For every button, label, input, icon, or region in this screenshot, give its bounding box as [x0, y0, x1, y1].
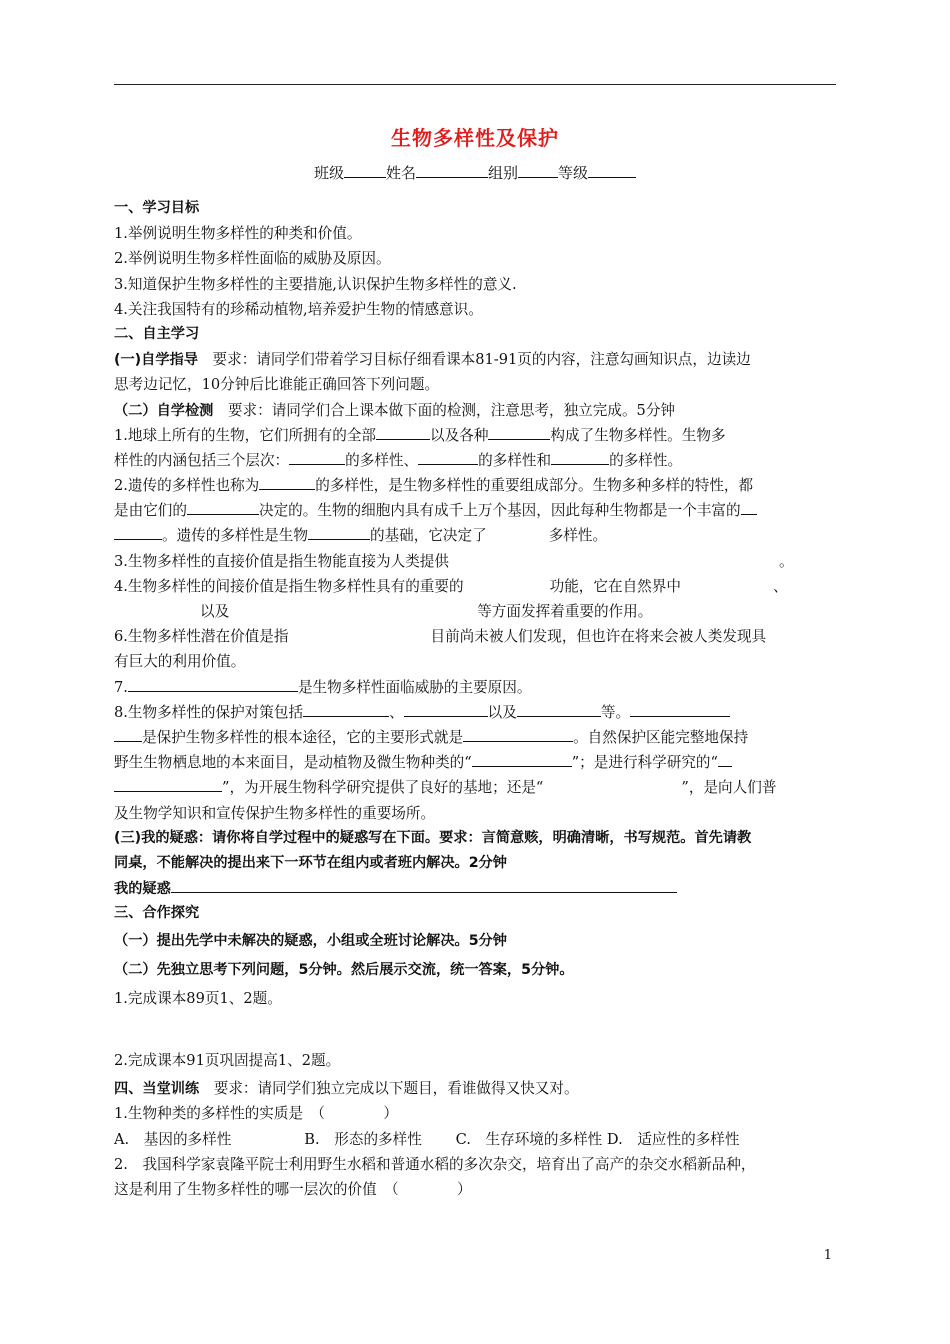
question-text: 等。	[600, 703, 631, 721]
question-text: 野生生物栖息地的本来面目，是动植物及微生物种类的“	[114, 754, 472, 772]
subsection-label: (一)自学指导	[114, 352, 198, 369]
answer-blank[interactable]	[376, 424, 430, 440]
subsection-text: 要求：请同学们带着学习目标仔细看课本81-91页的内容，注意勾画知识点，边读边	[197, 351, 751, 369]
question-text: 以及	[487, 703, 517, 721]
answer-blank[interactable]	[289, 449, 345, 465]
answer-blank[interactable]	[741, 499, 757, 515]
answer-options: A. 基因的多样性 B. 形态的多样性 C. 生存环境的多样性 D. 适应性的多样性	[114, 1130, 740, 1148]
objective-item: 3.知道保护生物多样性的主要措施,认识保护生物多样性的意义.	[114, 275, 517, 293]
question-text: 、	[389, 703, 404, 721]
subsection-text: （一）提出先学中未解决的疑惑，小组或全班讨论解决。5分钟	[114, 933, 507, 950]
answer-blank[interactable]	[114, 524, 162, 540]
subsection-text: 同桌，不能解决的提出来下一环节在组内或者班内解决。2分钟	[114, 854, 507, 871]
answer-blank[interactable]	[418, 449, 478, 465]
answer-blank[interactable]	[551, 449, 609, 465]
question-text: 的多样性、	[345, 451, 419, 469]
question-text: 2.完成课本91页巩固提高1、2题。	[114, 1052, 341, 1069]
question-text: 的多样性，是生物多样性的重要组成部分。生物多种多样的特性，都	[315, 477, 754, 495]
question-text: 是生物多样性面临威胁的主要原因。	[297, 678, 532, 696]
question-text: 4.生物多样性的间接价值是指生物多样性具有的重要的	[114, 577, 464, 595]
section-heading: 一、学习目标	[114, 200, 200, 216]
answer-blank[interactable]	[303, 701, 389, 717]
question-text: 8.生物多样性的保护对策包括	[114, 703, 304, 721]
question-text: 2. 我国科学家袁隆平院士利用野生水稻和普通水稻的多次杂交，培育出了高产的杂交水稻新品种，	[114, 1155, 756, 1173]
grade-label: 等级	[558, 164, 589, 182]
question-text: 决定的。生物的细胞内具有成千上万个基因，因此每种生物都是一个丰富的	[258, 502, 741, 520]
name-label: 姓名	[385, 164, 416, 182]
answer-blank[interactable]	[463, 726, 573, 742]
question-text: 构成了生物多样性。生物多	[550, 426, 726, 444]
question-text: 1.完成课本89页1、2题。	[114, 989, 282, 1007]
question-text: 以及各种	[430, 426, 489, 444]
answer-blank[interactable]	[308, 524, 370, 540]
question-text: 这是利用了生物多样性的哪一层次的价值 （ ）	[114, 1180, 472, 1198]
question-text: 有巨大的利用价值。	[114, 653, 246, 671]
subsection-text: （二）先独立思考下列问题，5分钟。然后展示交流，统一答案，5分钟。	[114, 961, 574, 978]
question-text: 6.生物多样性潜在价值是指	[114, 628, 289, 646]
question-text: 多样性。	[548, 527, 608, 545]
question-text: 目前尚未被人们发现，但也许在将来会被人类发现具	[430, 628, 767, 646]
doubt-label: 我的疑惑	[114, 881, 171, 898]
class-blank[interactable]	[344, 163, 386, 178]
answer-blank[interactable]	[114, 776, 222, 792]
question-text: 功能，它在自然界中	[549, 577, 681, 595]
answer-blank[interactable]	[488, 424, 550, 440]
objective-item: 2.举例说明生物多样性面临的威胁及原因。	[114, 250, 391, 268]
answer-blank[interactable]	[114, 726, 142, 742]
question-text: ”；是进行科学研究的“	[571, 754, 718, 772]
answer-blank[interactable]	[187, 499, 259, 515]
question-text: 的多样性。	[609, 451, 683, 469]
student-info	[0, 162, 950, 183]
question-text: 等方面发挥着重要的作用。	[477, 603, 653, 620]
answer-blank[interactable]	[517, 701, 601, 717]
question-text: 的多样性和	[478, 451, 552, 469]
question-text: 7.	[114, 678, 128, 696]
question-text: 、	[772, 577, 788, 595]
grade-blank[interactable]	[588, 163, 636, 178]
answer-blank[interactable]	[128, 676, 298, 692]
question-text: ”，为开展生物科学研究提供了良好的基地；还是“	[222, 779, 544, 797]
question-text: 。	[779, 552, 794, 570]
doubt-answer-line[interactable]	[171, 877, 677, 893]
class-label: 班级	[313, 164, 344, 182]
objective-item: 1.举例说明生物多样性的种类和价值。	[114, 225, 362, 243]
worksheet-body	[114, 196, 836, 1202]
question-text: 。遗传的多样性是生物	[162, 527, 308, 545]
question-text: 1.生物种类的多样性的实质是 （ ）	[114, 1105, 398, 1123]
question-text: 样性的内涵包括三个层次：	[114, 451, 290, 469]
answer-blank[interactable]	[259, 474, 315, 490]
question-text: ”，是向人们普	[681, 779, 777, 797]
answer-space[interactable]	[114, 1011, 836, 1048]
answer-blank[interactable]	[718, 751, 732, 767]
name-blank[interactable]	[416, 163, 488, 178]
page-title: 生物多样性及保护	[391, 126, 559, 150]
subsection-text: 思考边记忆，10分钟后比谁能正确回答下列问题。	[114, 376, 440, 394]
question-text: 以及	[200, 603, 230, 620]
question-text: 及生物学知识和宣传保护生物多样性的重要场所。	[114, 804, 436, 822]
question-text: 的基础，它决定了	[369, 527, 487, 545]
group-label: 组别	[488, 164, 519, 182]
requirement-text: 要求：请同学们独立完成以下题目，看谁做得又快又对。	[199, 1080, 579, 1098]
question-text: 3.生物多样性的直接价值是指生物能直接为人类提供	[114, 552, 449, 570]
header-rule	[114, 84, 836, 85]
answer-blank[interactable]	[630, 701, 730, 717]
subsection-text: (三)我的疑惑：请你将自学过程中的疑惑写在下面。要求：言简意赅，明确清晰，书写规范。首先请教	[114, 829, 752, 846]
question-text: 是保护生物多样性的根本途径，它的主要形式就是	[142, 728, 464, 746]
page-number: 1	[823, 1248, 832, 1263]
question-text: 1.地球上所有的生物，它们所拥有的全部	[114, 426, 377, 444]
question-text: 2.遗传的多样性也称为	[114, 477, 260, 495]
subsection-text: 要求：请同学们合上课本做下面的检测，注意思考，独立完成。5分钟	[213, 401, 676, 419]
objective-item: 4.关注我国特有的珍稀动植物,培养爱护生物的情感意识。	[114, 300, 483, 318]
answer-blank[interactable]	[472, 751, 572, 767]
section-heading: 四、当堂训练	[114, 1081, 200, 1098]
subsection-label: （二）自学检测	[114, 402, 214, 419]
answer-blank[interactable]	[404, 701, 488, 717]
question-text: 。自然保护区能完整地保持	[573, 728, 749, 746]
section-heading: 二、自主学习	[114, 325, 200, 342]
question-text: 是由它们的	[114, 502, 187, 520]
section-heading: 三、合作探究	[114, 905, 200, 922]
group-blank[interactable]	[518, 163, 558, 178]
